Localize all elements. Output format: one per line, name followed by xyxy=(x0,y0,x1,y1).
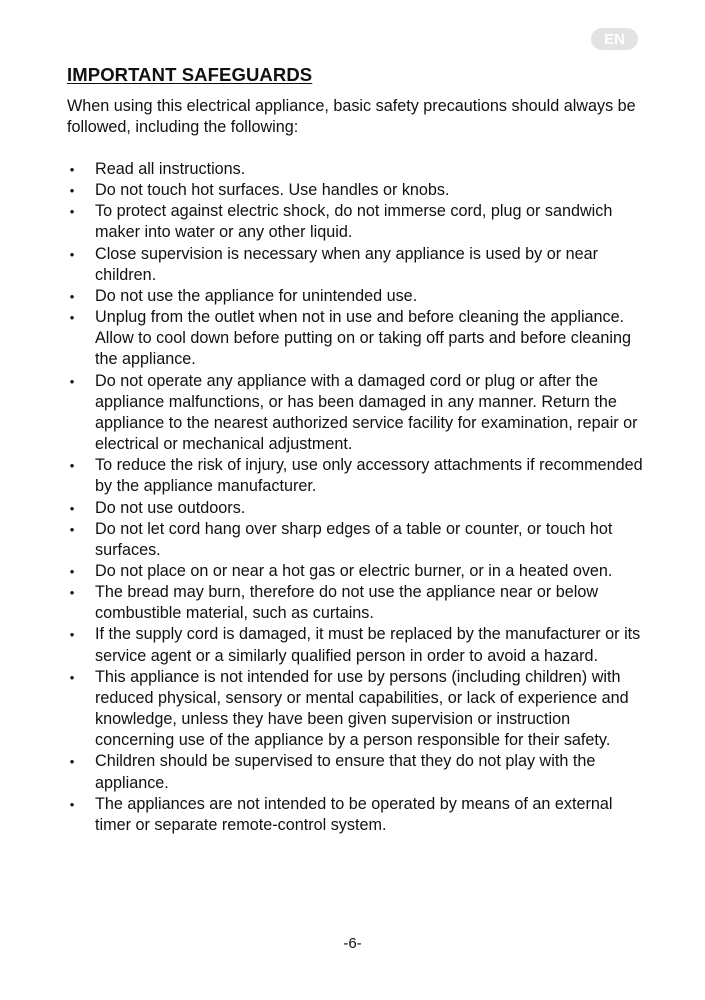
bullet-icon: • xyxy=(69,162,75,177)
list-item-text: Do not use outdoors. xyxy=(95,498,246,517)
list-item-text: Do not use the appliance for unintended use. xyxy=(95,286,418,305)
list-item-text: Do not place on or near a hot gas or electric burner, or in a heated oven. xyxy=(95,561,613,580)
list-item-text: The bread may burn, therefore do not use the appliance near or below combustible material, such as curtains. xyxy=(95,583,599,623)
bullet-icon: • xyxy=(69,627,75,643)
list-item xyxy=(67,667,652,752)
bullet-icon: • xyxy=(69,521,75,537)
list-item xyxy=(67,455,652,497)
list-item xyxy=(67,561,652,582)
list-item-text: To reduce the risk of injury, use only accessory attachments if recommended by the appliance manufacturer. xyxy=(95,456,643,496)
list-item xyxy=(67,624,652,666)
list-item xyxy=(67,180,652,201)
list-item xyxy=(67,201,652,243)
list-item-text: Unplug from the outlet when not in use and before cleaning the appliance. Allow to cool down before putting on or taking off parts and before cleaning the appliance. xyxy=(95,308,632,369)
list-item xyxy=(67,498,652,519)
list-item-text: Close supervision is necessary when any appliance is used by or near children. xyxy=(95,244,598,284)
list-item xyxy=(67,244,652,286)
list-item-text: To protect against electric shock, do not immerse cord, plug or sandwich maker into water or any other liquid. xyxy=(95,202,613,242)
page-number: -6- xyxy=(343,935,362,952)
bullet-icon: • xyxy=(69,288,75,304)
list-item-text: The appliances are not intended to be operated by means of an external timer or separate remote-control system. xyxy=(95,794,613,834)
list-item xyxy=(67,286,652,307)
list-item xyxy=(67,794,652,836)
bullet-icon: • xyxy=(69,796,75,812)
list-item xyxy=(67,751,652,793)
bullet-icon: • xyxy=(69,500,75,516)
list-item-text: Do not operate any appliance with a damaged cord or plug or after the appliance malfunctions, or has been damaged in any manner. Return the appliance to the nearest authorized service facility for examination, repair or electrical or mechanical adjustment. xyxy=(95,371,638,454)
language-badge: EN xyxy=(591,28,638,50)
list-item xyxy=(67,519,652,561)
bullet-icon: • xyxy=(69,458,75,474)
bullet-icon: • xyxy=(69,373,75,389)
list-item-text: If the supply cord is damaged, it must be replaced by the manufacturer or its service agent or a similarly qualified person in order to avoid a hazard. xyxy=(95,625,641,665)
bullet-icon: • xyxy=(69,183,75,199)
list-item-text: Children should be supervised to ensure that they do not play with the appliance. xyxy=(95,752,596,792)
bullet-icon: • xyxy=(69,310,75,326)
list-item xyxy=(67,582,652,624)
intro-paragraph: When using this electrical appliance, basic safety precautions should always be followed, including the following: xyxy=(67,97,636,136)
bullet-icon: • xyxy=(69,246,75,262)
bullet-icon: • xyxy=(69,585,75,601)
list-item xyxy=(67,307,652,370)
bullet-icon: • xyxy=(69,563,75,579)
safeguards-list xyxy=(67,159,652,836)
page-title: IMPORTANT SAFEGUARDS xyxy=(67,64,313,85)
list-item-text: Do not let cord hang over sharp edges of a table or counter, or touch hot surfaces. xyxy=(95,519,613,559)
bullet-icon: • xyxy=(69,754,75,770)
bullet-icon: • xyxy=(69,669,75,685)
list-item xyxy=(67,159,652,180)
bullet-icon: • xyxy=(69,204,75,220)
list-item-text: This appliance is not intended for use by persons (including children) with reduced physical, sensory or mental capabilities, or lack of experience and knowledge, unless they have been given supervision or instruction concerning use of the appliance by a person responsible for their safety. xyxy=(95,667,629,750)
list-item-text: Read all instructions. xyxy=(95,160,246,178)
list-item-text: Do not touch hot surfaces. Use handles or knobs. xyxy=(95,181,450,200)
list-item xyxy=(67,371,652,456)
